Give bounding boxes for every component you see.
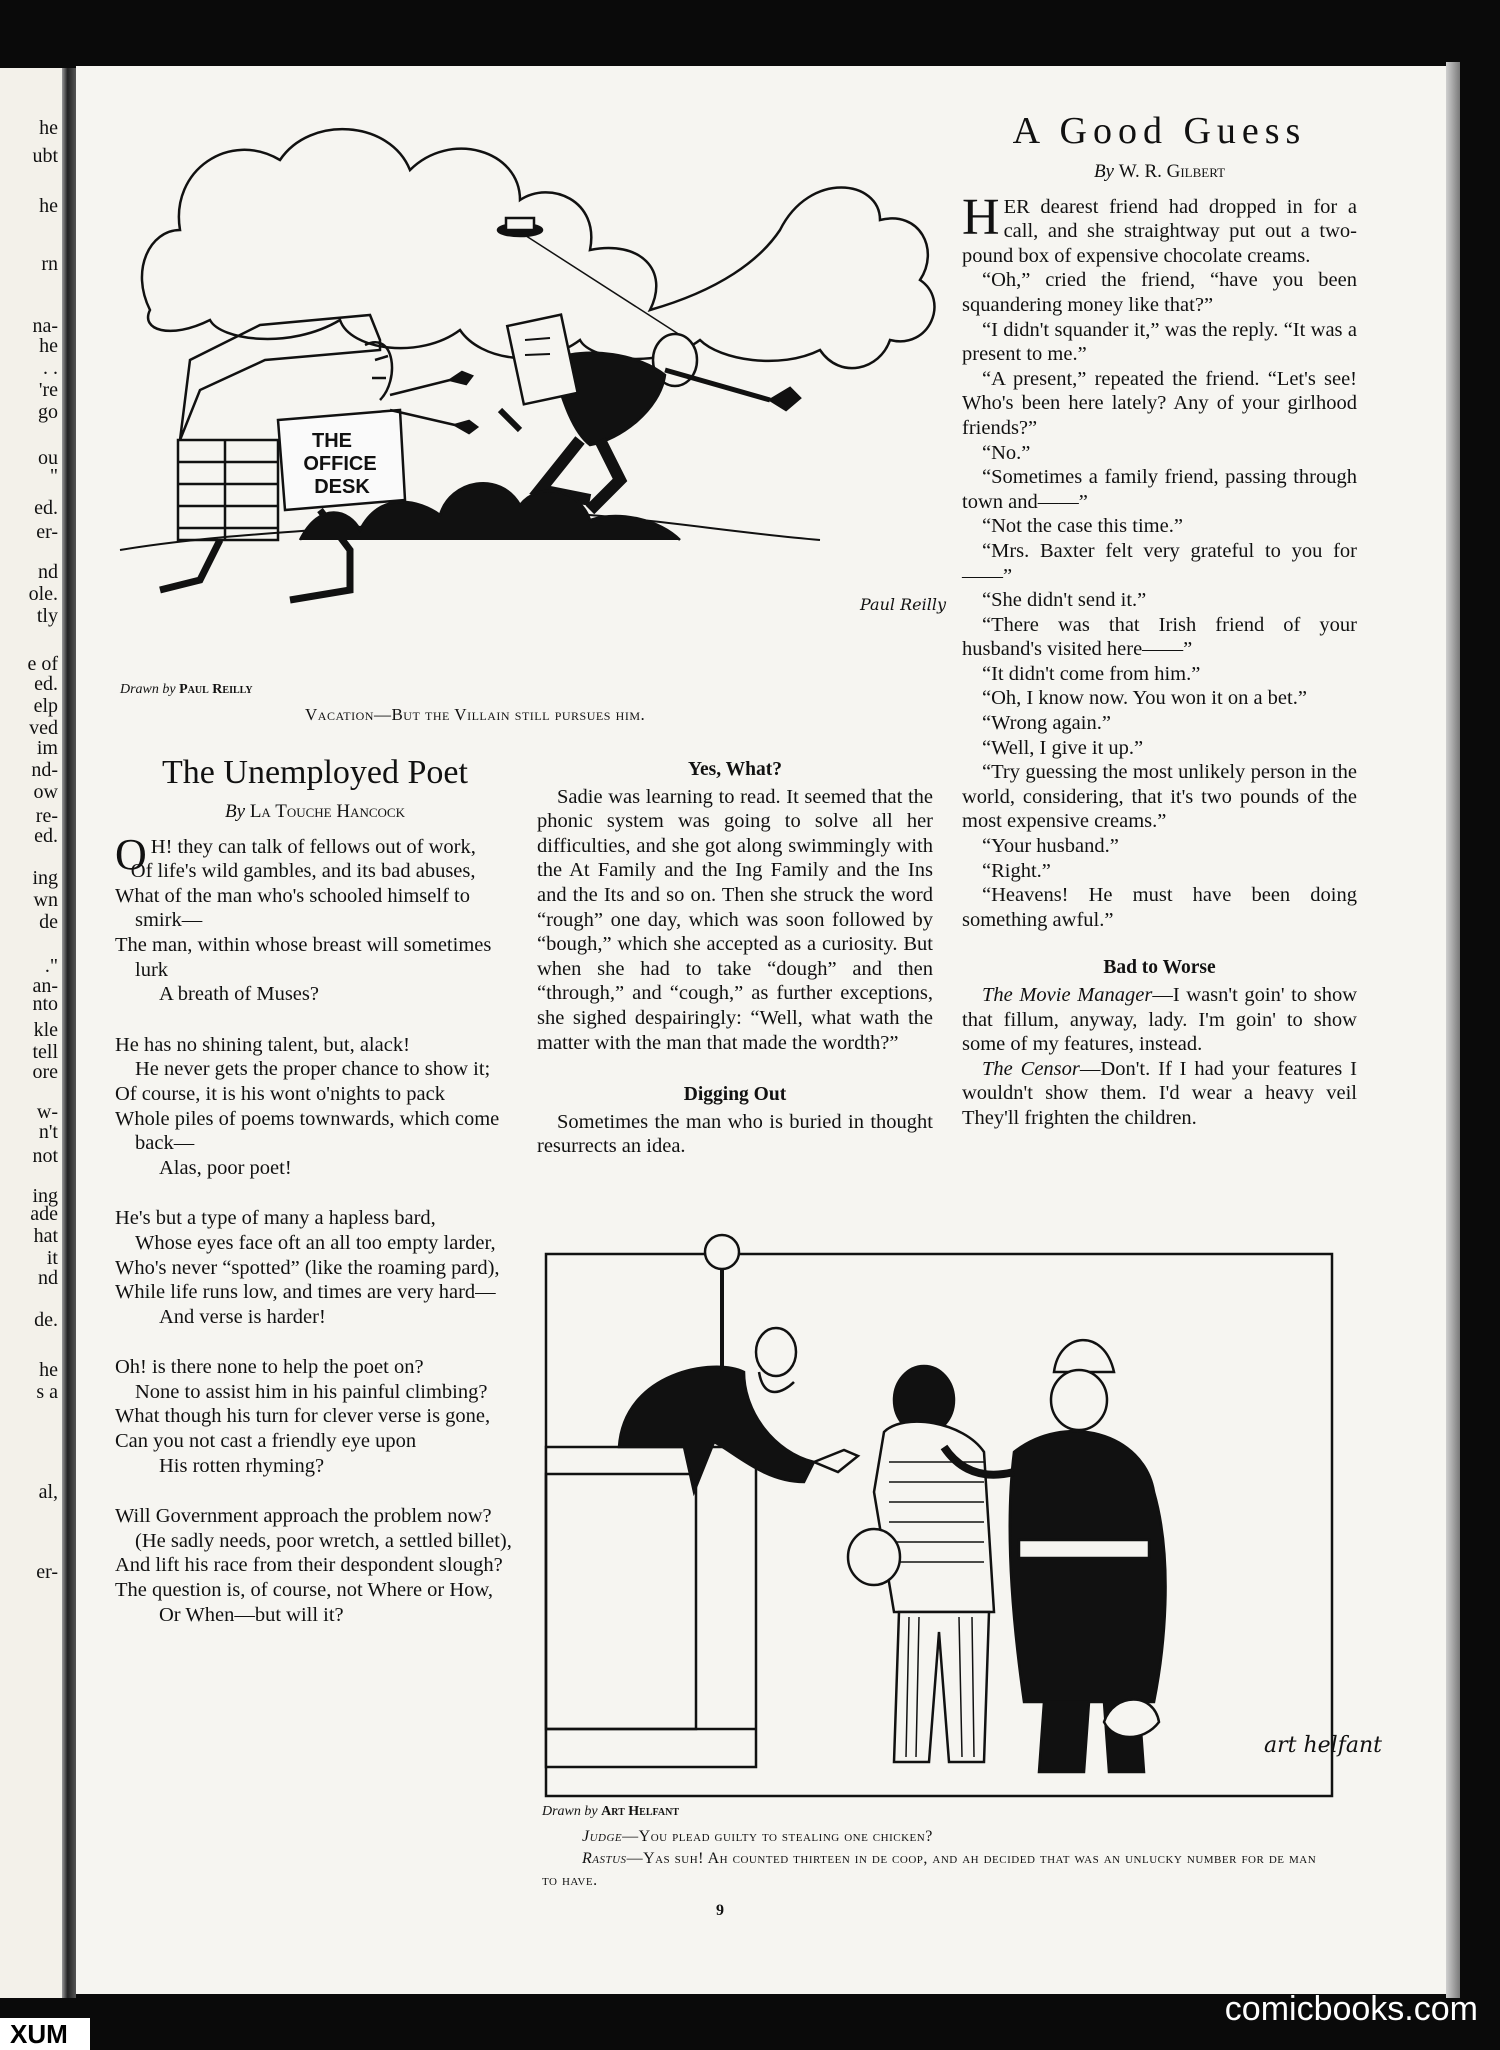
margin-fragment: an-: [32, 975, 58, 997]
margin-fragment: ing: [32, 867, 58, 889]
good-guess-paragraph: “She didn't send it.”: [982, 589, 1147, 612]
speaker-name: The Movie Manager: [982, 984, 1153, 1006]
margin-fragment: he: [39, 195, 58, 217]
cartoon1-caption: Vacation—But the Villain still pursues him.: [305, 705, 646, 724]
vacation-cartoon: [120, 110, 950, 630]
poem-line: And lift his race from their despondent slough?: [115, 1554, 503, 1577]
margin-fragment: .": [44, 955, 58, 977]
poem-line: He has no shining talent, but, alack!: [115, 1033, 410, 1056]
credit-name: Art Helfant: [601, 1804, 679, 1819]
policeman-helmet: [1054, 1340, 1114, 1372]
margin-fragment: ved: [29, 717, 58, 739]
margin-fragment: 're: [38, 379, 58, 401]
desk-drawers: [178, 440, 278, 540]
good-guess-paragraph: “Oh, I know now. You won it on a bet.”: [982, 687, 1307, 710]
yes-what-title: Yes, What?: [688, 759, 782, 780]
margin-fragment: ing: [32, 1185, 58, 1207]
good-guess-article: [962, 108, 1357, 1131]
good-guess-paragraph: “No.”: [982, 441, 1031, 464]
margin-fragment: . .: [43, 357, 58, 379]
byline-author: La Touche Hancock: [249, 801, 405, 822]
margin-fragment: nd: [38, 561, 58, 583]
margin-fragment: he: [39, 335, 58, 357]
margin-fragment: s a: [36, 1381, 58, 1403]
margin-fragment: er-: [36, 1561, 58, 1583]
margin-fragment: nd: [38, 1267, 58, 1289]
bad-to-worse-title: Bad to Worse: [1103, 957, 1216, 979]
drop-cap: O: [115, 829, 147, 879]
bad-to-worse-line-1: [962, 983, 1357, 1057]
margin-fragment: ade: [30, 1203, 58, 1225]
good-guess-paragraph: “A present,” repeated the friend. “Let's see! Who's been here lately? Any of your girlhood friends?”: [962, 367, 1357, 439]
cartoon2-signature: art helfant: [1264, 1733, 1382, 1758]
poem-line-text: H! they can talk of fellows out of work,: [150, 835, 476, 858]
policeman-head: [1051, 1370, 1107, 1430]
digging-out-title: Digging Out: [683, 1084, 787, 1106]
poem-line: While life runs low, and times are very hard—: [115, 1281, 496, 1304]
good-guess-paragraph: “Try guessing the most unlikely person in the world, considering, that it's two pounds of the most expensive creams.”: [962, 761, 1357, 833]
margin-fragment: nto: [32, 993, 58, 1015]
paragraph-text: ER dearest friend had dropped in for a call, and she straightway put out a two-pound box of expensive chocolate creams.: [962, 195, 1357, 267]
court-lamp: [705, 1235, 739, 1269]
margin-fragment: ed.: [34, 497, 58, 519]
margin-fragment: ole.: [28, 583, 58, 605]
good-guess-title: A Good Guess: [1012, 110, 1307, 152]
rastus-hat: [848, 1529, 900, 1585]
poem-line: Oh! is there none to help the poet on?: [115, 1356, 424, 1379]
margin-fragment: tly: [36, 605, 58, 627]
poem-line: Or When—but will it?: [159, 1603, 344, 1626]
speaker-line: —You plead guilty to stealing one chicken?: [622, 1828, 933, 1845]
speaker-name: The Censor: [982, 1057, 1080, 1080]
margin-fragment: he: [39, 117, 58, 139]
good-guess-byline: [962, 160, 1357, 185]
desk-label-2: OFFICE: [303, 453, 377, 475]
yes-what-body: Sadie was learning to read. It seemed that the phonic system was going to solve all her difficulties, and she got along swimmingly with the At Family and the Ing Family and the Ins and the Its and so on. Then she struck the word “rough” one day, which was soon followed by “bough,” which she accepted as a curiosity. But when she had to take “dough” and then “through,” and “cough,” as further exceptions, she sighed despairingly: “Well, what wath the matter with the man that made the wordth?”: [537, 785, 933, 1054]
poem-line: He's but a type of many a hapless bard,: [115, 1207, 436, 1230]
good-guess-paragraph: “I didn't squander it,” was the reply. “It was a present to me.”: [962, 318, 1357, 366]
good-guess-paragraph: “It didn't come from him.”: [982, 662, 1201, 685]
margin-fragment: kle: [33, 1019, 58, 1041]
margin-fragment: ed.: [34, 825, 58, 847]
good-guess-paragraph: “Wrong again.”: [982, 712, 1111, 735]
margin-fragment: n't: [38, 1121, 58, 1143]
margin-fragment: tell: [32, 1041, 58, 1063]
margin-fragment: not: [32, 1145, 58, 1167]
poem-line: Of course, it is his wont o'nights to pack: [115, 1082, 445, 1105]
good-guess-paragraph: “Not the case this time.”: [982, 515, 1183, 538]
judge-head: [756, 1328, 796, 1376]
byline-prefix: By: [225, 801, 246, 822]
policeman-body: [1010, 1431, 1166, 1702]
poem-stanza: [115, 1504, 515, 1627]
byline-author: W. R. Gilbert: [1118, 161, 1226, 182]
book-gutter: [62, 68, 76, 1998]
left-page-sliver: [0, 68, 64, 1998]
poem-line: Whose eyes face oft an all too empty larder,: [135, 1231, 496, 1254]
good-guess-paragraph: “Heavens! He must have been doing something awful.”: [962, 884, 1357, 931]
poem-line: Who's never “spotted” (like the roaming pard),: [115, 1256, 500, 1279]
byline-prefix: By: [1093, 161, 1114, 182]
cash-box: [507, 315, 577, 405]
poem-line: He never gets the proper chance to show it;: [135, 1058, 491, 1081]
poem-line: Of life's wild gambles, and its bad abuses,: [130, 860, 476, 883]
cartoon1-credit: [120, 682, 253, 698]
good-guess-paragraph: “There was that Irish friend of your husband's visited here——”: [962, 613, 1357, 661]
page-edge: [1446, 62, 1460, 1998]
site-watermark: comicbooks.com: [1224, 1990, 1478, 2028]
margin-fragment: w-: [36, 1101, 58, 1123]
middle-column: [537, 758, 933, 1159]
margin-fragment: hat: [33, 1225, 58, 1247]
good-guess-paragraph: “Right.”: [982, 859, 1051, 882]
poem-line: Whole piles of poems townwards, which come back—: [115, 1107, 500, 1155]
speaker-name: Rastus: [582, 1850, 627, 1867]
poem-line: The question is, of course, not Where or How,: [115, 1579, 494, 1602]
margin-fragment: de: [39, 911, 58, 933]
margin-fragment: na-: [32, 315, 58, 337]
margin-fragment: go: [38, 401, 58, 423]
poem-line: What though his turn for clever verse is gone,: [115, 1405, 491, 1428]
margin-fragment: ore: [32, 1061, 58, 1083]
credit-name: Paul Reilly: [179, 682, 253, 697]
courtroom-cartoon: [544, 1232, 1382, 1798]
rastus-jacket: [874, 1422, 994, 1612]
margin-fragment: ow: [33, 781, 58, 803]
margin-fragment: nd-: [31, 759, 58, 781]
poet-byline: [115, 800, 515, 825]
poem-line: And verse is harder!: [159, 1305, 326, 1328]
desk-label-1: THE: [312, 430, 352, 452]
poem-stanza: [115, 1206, 515, 1329]
margin-fragment: er-: [36, 521, 58, 543]
poem-line: (He sadly needs, poor wretch, a settled billet),: [135, 1529, 512, 1552]
judge-bench: [546, 1447, 756, 1767]
good-guess-paragraph: “Sometimes a family friend, passing through town and——”: [962, 466, 1357, 513]
desk-label-3: DESK: [314, 476, 370, 498]
margin-fragment: ed.: [34, 673, 58, 695]
margin-fragment: ou: [38, 447, 58, 469]
poem-line: The man, within whose breast will sometimes lurk: [115, 933, 492, 981]
margin-fragment: im: [36, 737, 58, 759]
corner-tag: XUM: [0, 2018, 90, 2050]
good-guess-paragraph: “Well, I give it up.”: [982, 736, 1144, 759]
poem-line: Can you not cast a friendly eye upon: [115, 1430, 417, 1453]
credit-prefix: Drawn by: [542, 1804, 598, 1819]
speaker-line: —Yas suh! Ah counted thirteen in de coop, and ah decided that was an unlucky number for de man to have.: [542, 1850, 1317, 1889]
poet-article: [115, 752, 515, 1653]
digging-out-body: Sometimes the man who is buried in thought resurrects an idea.: [537, 1110, 933, 1158]
speaker-line: —I wasn't goin' to show that fillum, anyway, lady. I'm goin' to show some of my features, instead.: [962, 984, 1357, 1056]
cartoon2-caption: [542, 1826, 1322, 1892]
poem-stanza: [115, 1355, 515, 1478]
drop-cap: H: [962, 188, 1000, 246]
poem-line: None to assist him in his painful climbing?: [135, 1380, 488, 1403]
credit-prefix: Drawn by: [120, 682, 176, 697]
margin-fragment: ": [49, 465, 58, 487]
margin-fragment: rn: [41, 253, 58, 275]
page-number: 9: [716, 1902, 724, 1919]
margin-fragment: al,: [38, 1481, 58, 1503]
margin-fragment: de.: [34, 1309, 58, 1331]
margin-fragment: it: [46, 1247, 58, 1269]
poem-stanza: [115, 829, 515, 1007]
margin-fragment: he: [39, 1359, 58, 1381]
poet-title: The Unemployed Poet: [162, 754, 468, 791]
good-guess-paragraph: “Your husband.”: [982, 835, 1119, 858]
margin-fragment: e of: [27, 653, 58, 675]
margin-fragment: elp: [33, 695, 58, 717]
cartoon2-credit: [542, 1804, 679, 1820]
bad-to-worse-line-2: [962, 1057, 1357, 1131]
good-guess-paragraph: “Mrs. Baxter felt very grateful to you for——”: [962, 539, 1357, 587]
poem-stanza: [115, 1033, 515, 1181]
margin-fragment: ubt: [32, 145, 58, 167]
poem-line: His rotten rhyming?: [159, 1454, 325, 1477]
good-guess-paragraph: “Oh,” cried the friend, “have you been squandering money like that?”: [962, 269, 1357, 316]
poem-line: Alas, poor poet!: [159, 1156, 292, 1179]
poem-line: What of the man who's schooled himself to smirk—: [115, 884, 470, 932]
good-guess-paragraph: [962, 188, 1357, 269]
poem-line: Will Government approach the problem now?: [115, 1505, 492, 1528]
cartoon1-signature: Paul Reilly: [860, 595, 946, 614]
margin-fragment: re-: [35, 805, 58, 827]
speaker-name: Judge: [582, 1828, 623, 1845]
speaker-line: —Don't. If I had your features I wouldn't show them. I'd wear a heavy veil They'll frighten the children.: [962, 1057, 1357, 1129]
poem-line: A breath of Muses?: [159, 983, 319, 1006]
margin-fragment: wn: [33, 889, 58, 911]
